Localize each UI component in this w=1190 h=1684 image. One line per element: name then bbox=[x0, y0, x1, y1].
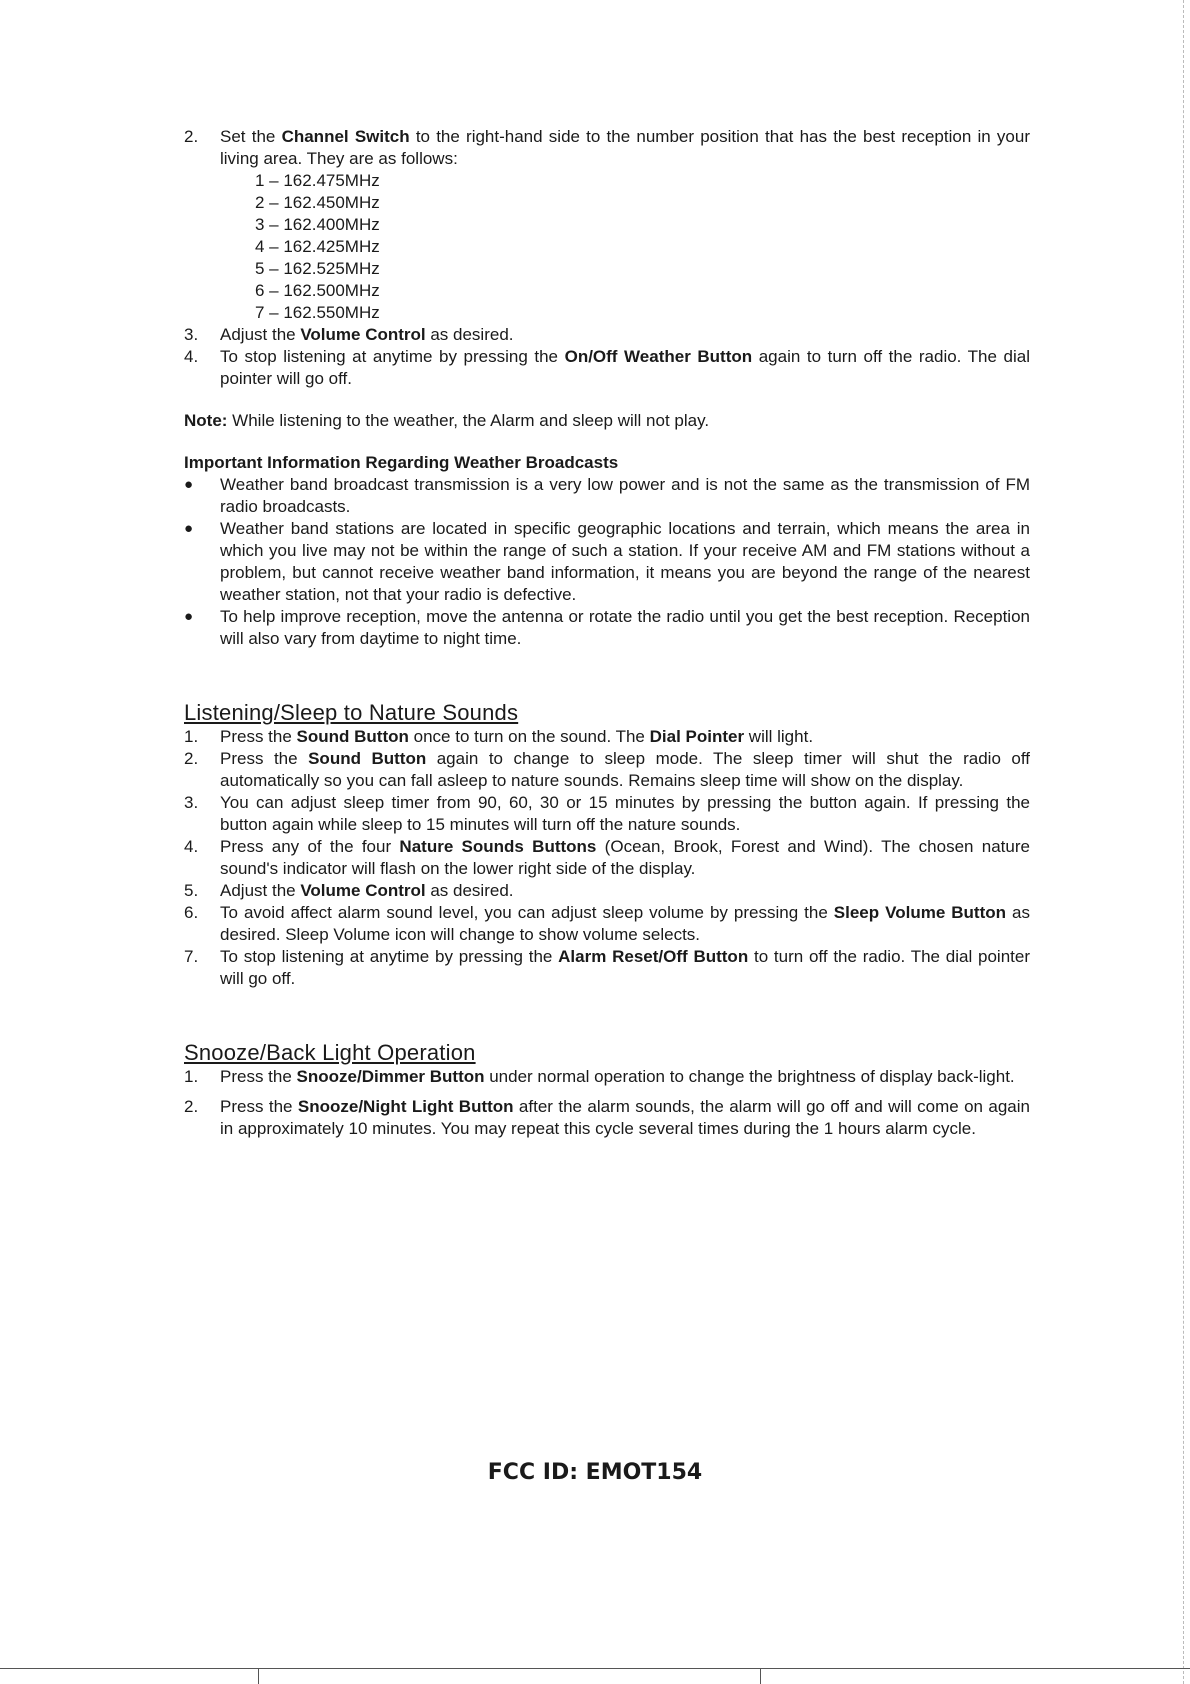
bullet-text: Weather band broadcast transmission is a very low power and is not the same as the transmission of FM radio broadcasts. bbox=[220, 475, 1030, 516]
item-text: Press the bbox=[220, 749, 309, 768]
scan-edge-line bbox=[1183, 0, 1184, 1684]
item-text: once to turn on the sound. The bbox=[408, 727, 650, 746]
item-text: To avoid affect alarm sound level, you can adjust sleep volume by pressing the bbox=[220, 903, 834, 922]
list-item bbox=[184, 902, 1030, 946]
bullet-item bbox=[184, 606, 1030, 650]
item-text: You can adjust sleep timer from 90, 60, 30 or 15 minutes by pressing the button again. If pressing the button again while sleep to 15 minutes will turn off the nature sounds. bbox=[220, 793, 1030, 834]
frequency-list bbox=[184, 170, 1030, 324]
frequency-entry: 1 – 162.475MHz bbox=[255, 171, 380, 190]
list-item bbox=[184, 126, 1030, 170]
frequency-entry: 5 – 162.525MHz bbox=[255, 259, 380, 278]
item-number: 7. bbox=[184, 947, 199, 966]
item-number: 4. bbox=[184, 347, 199, 366]
item-bold: Dial Pointer bbox=[649, 727, 745, 746]
item-bold: Sound Button bbox=[308, 749, 427, 768]
item-text: To stop listening at anytime by pressing the bbox=[220, 347, 565, 366]
item-text: Press the bbox=[220, 1097, 298, 1116]
item-number: 3. bbox=[184, 325, 199, 344]
item-text: after the alarm sounds, the alarm will go off and will come on again in approximately 10 minutes. You may repeat this cycle several times during the 1 hours alarm cycle. bbox=[220, 1097, 1030, 1138]
page-content bbox=[184, 126, 1030, 1140]
list-item bbox=[184, 946, 1030, 990]
bottom-tick-mark bbox=[760, 1668, 761, 1684]
bullet-text: To help improve reception, move the antenna or rotate the radio until you get the best reception. Reception will also vary from daytime to night time. bbox=[220, 607, 1030, 648]
bullet-text: Weather band stations are located in specific geographic locations and terrain, which means the area in which you live may not be within the range of such a station. If your receive AM and FM stations without a problem, but cannot receive weather band information, it means you are beyond the range of the nearest weather station, not that your radio is defective. bbox=[220, 519, 1030, 604]
item-text: as desired. Sleep Volume icon will change to show volume selects. bbox=[220, 903, 1030, 944]
note-paragraph bbox=[184, 410, 1030, 432]
item-number: 2. bbox=[184, 127, 199, 146]
bullet-item bbox=[184, 474, 1030, 518]
item-bold: On/Off Weather Button bbox=[564, 347, 753, 366]
list-item bbox=[184, 880, 1030, 902]
item-text: (Ocean, Brook, Forest and Wind). The chosen nature sound's indicator will flash on the lower right side of the display. bbox=[220, 837, 1030, 878]
list-item bbox=[184, 726, 1030, 748]
section-title-snooze: Snooze/Back Light Operation bbox=[184, 1040, 476, 1065]
note-label: Note: bbox=[184, 411, 228, 430]
note-text: While listening to the weather, the Alarm and sleep will not play. bbox=[227, 411, 710, 430]
item-text: again to turn off the radio. The dial pointer will go off. bbox=[220, 347, 1030, 388]
item-bold: Channel Switch bbox=[281, 127, 410, 146]
list-item bbox=[184, 748, 1030, 792]
item-bold: Alarm Reset/Off Button bbox=[558, 947, 749, 966]
frequency-entry: 6 – 162.500MHz bbox=[255, 281, 380, 300]
item-number: 1. bbox=[184, 727, 199, 746]
item-number: 2. bbox=[184, 749, 199, 768]
item-number: 5. bbox=[184, 881, 199, 900]
item-bold: Nature Sounds Buttons bbox=[399, 837, 597, 856]
list-item bbox=[184, 1096, 1030, 1140]
item-text: as desired. bbox=[425, 881, 514, 900]
bullet-icon: ● bbox=[184, 520, 194, 537]
frequency-entry: 2 – 162.450MHz bbox=[255, 193, 380, 212]
list-item bbox=[184, 1066, 1030, 1088]
item-text: Press the bbox=[220, 727, 297, 746]
item-number: 3. bbox=[184, 793, 199, 812]
frequency-entry: 4 – 162.425MHz bbox=[255, 237, 380, 256]
list-item bbox=[184, 836, 1030, 880]
item-number: 2. bbox=[184, 1097, 199, 1116]
bullet-icon: ● bbox=[184, 608, 194, 625]
item-text: again to change to sleep mode. The sleep timer will shut the radio off automatically so you can fall asleep to nature sounds. Remains sleep time will show on the display. bbox=[220, 749, 1030, 790]
item-number: 4. bbox=[184, 837, 199, 856]
fcc-id: FCC ID: EMOT154 bbox=[487, 1460, 703, 1485]
bottom-rule bbox=[0, 1668, 1190, 1669]
item-text: to the right-hand side to the number position that has the best reception in your living area. They are as follows: bbox=[220, 127, 1030, 168]
item-text: under normal operation to change the brightness of display back-light. bbox=[484, 1067, 1015, 1086]
bottom-tick-mark bbox=[258, 1668, 259, 1684]
item-number: 6. bbox=[184, 903, 199, 922]
snooze-list bbox=[184, 1066, 1030, 1140]
item-bold: Sound Button bbox=[296, 727, 409, 746]
item-text: Press the bbox=[220, 1067, 297, 1086]
list-item bbox=[184, 792, 1030, 836]
item-bold: Sleep Volume Button bbox=[833, 903, 1007, 922]
frequency-entry: 7 – 162.550MHz bbox=[255, 303, 380, 322]
item-text: Press any of the four bbox=[220, 837, 400, 856]
item-text: To stop listening at anytime by pressing the bbox=[220, 947, 559, 966]
item-number: 1. bbox=[184, 1067, 199, 1086]
item-text: as desired. bbox=[425, 325, 514, 344]
frequency-entry: 3 – 162.400MHz bbox=[255, 215, 380, 234]
bullet-item bbox=[184, 518, 1030, 606]
item-bold: Volume Control bbox=[300, 325, 426, 344]
important-heading: Important Information Regarding Weather Broadcasts bbox=[184, 453, 619, 472]
item-text: Set the bbox=[220, 127, 282, 146]
list-item bbox=[184, 324, 1030, 346]
section-title-nature: Listening/Sleep to Nature Sounds bbox=[184, 700, 519, 725]
item-text: Adjust the bbox=[220, 325, 301, 344]
list-item bbox=[184, 346, 1030, 390]
item-text: Adjust the bbox=[220, 881, 301, 900]
item-bold: Volume Control bbox=[300, 881, 426, 900]
item-bold: Snooze/Dimmer Button bbox=[296, 1067, 485, 1086]
bullet-icon: ● bbox=[184, 476, 194, 493]
item-text: will light. bbox=[744, 727, 814, 746]
item-text: to turn off the radio. The dial pointer will go off. bbox=[220, 947, 1030, 988]
item-bold: Snooze/Night Light Button bbox=[297, 1097, 514, 1116]
